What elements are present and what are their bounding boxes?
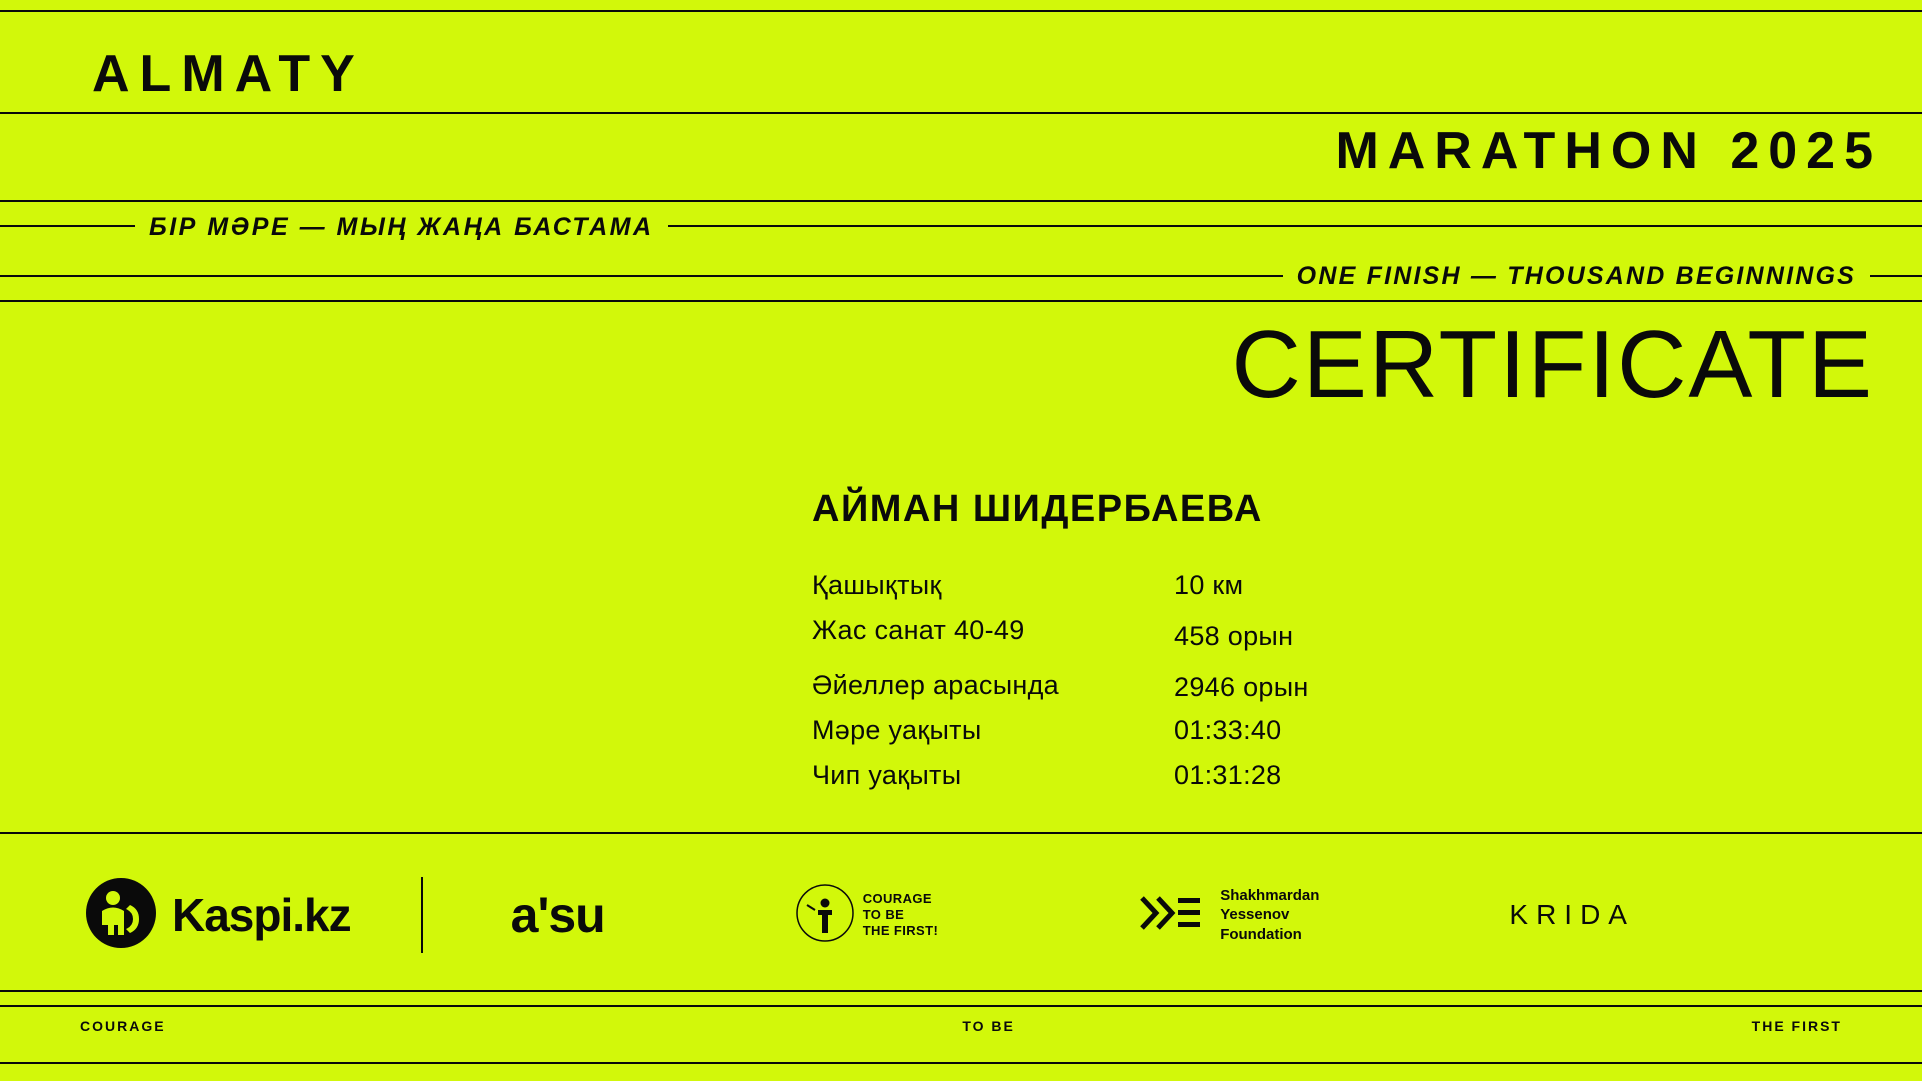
result-value: 458 орын — [1174, 621, 1294, 651]
footer-left: COURAGE — [80, 1018, 166, 1034]
divider-line-sponsors-top — [0, 832, 1922, 834]
result-label: Әйеллер арасында — [812, 670, 1059, 700]
results-table — [812, 570, 1612, 805]
result-row — [812, 670, 1612, 701]
result-value: 01:31:28 — [1174, 760, 1282, 790]
result-label: Мәре уақыты — [812, 715, 982, 745]
divider-line-footer-bottom — [0, 1062, 1922, 1064]
asu-wordmark: a'su — [510, 887, 605, 943]
shakhmardan-line-3: Foundation — [1220, 925, 1302, 943]
courage-line-2: TO BE — [862, 906, 905, 922]
divider-line-5 — [0, 300, 1922, 302]
shakhmardan-lines — [1220, 886, 1319, 945]
event-title: MARATHON 2025 — [1335, 122, 1882, 180]
divider-line-footer-top — [0, 1005, 1922, 1007]
tagline-english: ONE FINISH — THOUSAND BEGINNINGS — [1283, 264, 1870, 289]
result-value: 01:33:40 — [1174, 715, 1282, 745]
tagline-kazakh: БІР МӘРЕ — МЫҢ ЖАҢА БАСТАМА — [135, 215, 668, 240]
result-label: Қашықтық — [812, 570, 942, 600]
result-value: 10 км — [1174, 570, 1244, 600]
kaspi-logo-icon — [86, 878, 156, 953]
shakhmardan-line-1: Shakhmardan — [1220, 886, 1320, 904]
footer-middle: TO BE — [962, 1018, 1015, 1034]
divider-line-top — [0, 10, 1922, 12]
courage-line-1: COURAGE — [862, 890, 932, 906]
result-row — [812, 715, 1612, 746]
courage-fund-lines — [863, 891, 939, 940]
result-value: 2946 орын — [1174, 672, 1309, 702]
sponsor-krida — [1509, 899, 1635, 931]
participant-name: АЙМАН ШИДЕРБАЕВА — [812, 488, 1263, 530]
yessenov-foundation-logo-icon — [1138, 892, 1210, 939]
result-label: Жас санат 40-49 — [812, 615, 1025, 645]
result-row — [812, 615, 1612, 651]
divider-line-sponsors-bottom — [0, 990, 1922, 992]
krida-wordmark: KRIDA — [1509, 899, 1635, 930]
sponsor-asu — [511, 886, 605, 944]
sponsor-bar — [0, 840, 1922, 990]
kaspi-wordmark: Kaspi.kz — [172, 889, 351, 941]
divider-line-1 — [0, 112, 1922, 114]
footer-right: THE FIRST — [1751, 1018, 1842, 1034]
result-label: Чип уақыты — [812, 760, 962, 790]
shakhmardan-line-2: Yessenov — [1220, 906, 1290, 924]
result-row — [812, 760, 1612, 791]
courage-fund-seal-icon — [795, 883, 855, 948]
sponsor-shakhmardan-yessenov — [1138, 886, 1319, 945]
sponsor-divider — [421, 877, 423, 953]
page-title: CERTIFICATE — [1231, 311, 1874, 418]
footer-bar — [0, 1018, 1922, 1034]
city-title: ALMATY — [92, 45, 365, 103]
courage-line-3: THE FIRST! — [862, 923, 939, 939]
result-row — [812, 570, 1612, 601]
divider-line-2 — [0, 200, 1922, 202]
sponsor-courage-fund — [795, 883, 939, 948]
sponsor-kaspi — [86, 878, 351, 953]
